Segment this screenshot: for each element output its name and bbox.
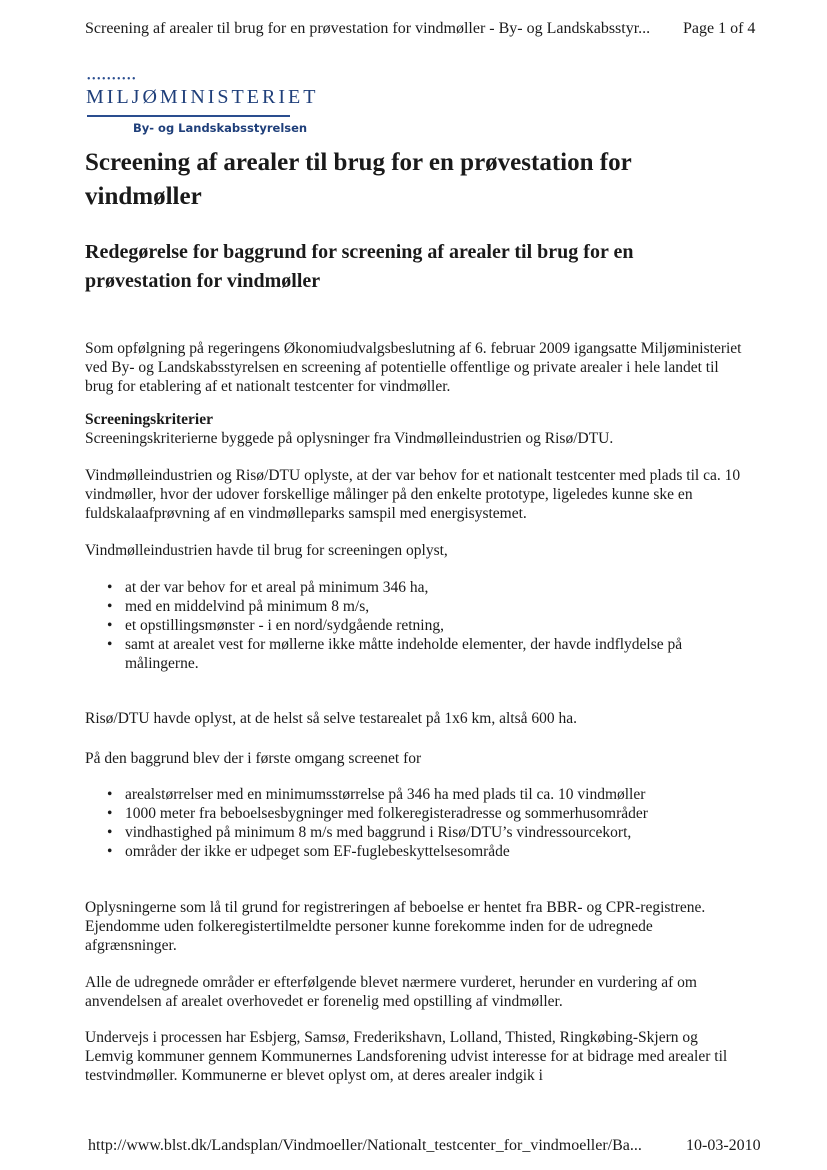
list-item: • 1000 meter fra beboelsesbygninger med folkeregisteradresse og sommerhusområder bbox=[107, 805, 648, 822]
list-item: • samt at arealet vest for møllerne ikke måtte indeholde elementer, der havde indflydelse på målingerne. bbox=[107, 636, 683, 672]
footer-url: http://www.blst.dk/Landsplan/Vindmoeller/Nationalt_testcenter_for_vindmoeller/Ba... bbox=[88, 1137, 642, 1154]
intro-paragraph: Som opfølgning på regeringens Økonomiudvalgsbeslutning af 6. februar 2009 igangsatte Miljøministeriet ved By- og Landskabsstyrelsen en screening af potentielle offentlige og private arealer i hele landet til brug for etablering af et nationalt testcenter for vindmøller. bbox=[85, 340, 742, 395]
industry-intro: Vindmølleindustrien havde til brug for screeningen oplyst, bbox=[85, 542, 448, 559]
list-item: • vindhastighed på minimum 8 m/s med baggrund i Risø/DTU’s vindressourcekort, bbox=[107, 824, 632, 841]
assessment-paragraph: Alle de udregnede områder er efterfølgende blevet nærmere vurderet, herunder en vurdering af om anvendelsen af arealet overhovedet er forenelig med opstilling af vindmøller. bbox=[85, 974, 697, 1010]
list-item: • at der var behov for et areal på minimum 346 ha, bbox=[107, 579, 429, 596]
logo-dots: •••••••••• bbox=[87, 74, 138, 85]
footer-date: 10-03-2010 bbox=[686, 1137, 761, 1154]
riso-paragraph: Risø/DTU havde oplyst, at de helst så selve testarealet på 1x6 km, altså 600 ha. bbox=[85, 710, 578, 727]
criteria-section bbox=[85, 410, 745, 448]
bullet-icon: • bbox=[107, 843, 113, 860]
logo-rule bbox=[87, 115, 290, 117]
bullet-icon: • bbox=[107, 786, 113, 803]
criteria-heading: Screeningskriterier bbox=[85, 411, 213, 428]
list-item: • et opstillingsmønster - i en nord/sydgående retning, bbox=[107, 617, 444, 634]
agency-name: By- og Landskabsstyrelsen bbox=[133, 121, 308, 135]
need-paragraph: Vindmølleindustrien og Risø/DTU oplyste, at der var behov for et nationalt testcenter med plads til ca. 10 vindmøller, hvor der udover forskellige målinger på den enkelte prototype, ligeledes kunne ske en fuldskalaafprøvning af en vindmølleparks samspil med energisystemet. bbox=[85, 467, 741, 522]
bullet-icon: • bbox=[107, 805, 113, 822]
list-item: • med en middelvind på minimum 8 m/s, bbox=[107, 598, 370, 615]
bullet-icon: • bbox=[107, 636, 113, 653]
criteria-text: Screeningskriterierne byggede på oplysninger fra Vindmølleindustrien og Risø/DTU. bbox=[85, 430, 614, 447]
basis-intro: På den baggrund blev der i første omgang screenet for bbox=[85, 750, 422, 767]
industry-bullet-list bbox=[85, 578, 745, 673]
page-title: Screening af arealer til brug for en prøvestation for vindmøller bbox=[85, 149, 632, 210]
bullet-icon: • bbox=[107, 598, 113, 615]
bullet-icon: • bbox=[107, 617, 113, 634]
municipalities-paragraph: Undervejs i processen har Esbjerg, Samsø, Frederikshavn, Lolland, Thisted, Ringkøbing-Skjern og Lemvig kommuner gennem Kommunernes Landsforening udvist interesse for at bidrage med arealer til testvindmøller. Kommunerne er blevet oplyst om, at deres arealer indgik i bbox=[85, 1029, 728, 1084]
ministry-logo-wordmark: MILJØMINISTERIET bbox=[86, 86, 319, 108]
list-item: • områder der ikke er udpeget som EF-fuglebeskyttelsesområde bbox=[107, 843, 510, 860]
list-item: • arealstørrelser med en minimumsstørrelse på 346 ha med plads til ca. 10 vindmøller bbox=[107, 786, 646, 803]
basis-bullet-list bbox=[85, 785, 745, 861]
bullet-icon: • bbox=[107, 824, 113, 841]
bullet-icon: • bbox=[107, 579, 113, 596]
page-subtitle: Redegørelse for baggrund for screening af arealer til brug for en prøvestation for vindmøller bbox=[85, 241, 634, 292]
registration-paragraph: Oplysningerne som lå til grund for registreringen af beboelse er hentet fra BBR- og CPR-registrene. Ejendomme uden folkeregistertilmeldte personer kunne forekomme inden for de udregnede afgrænsninger. bbox=[85, 899, 706, 954]
print-header-page-number: Page 1 of 4 bbox=[683, 20, 756, 37]
print-header-title: Screening af arealer til brug for en prøvestation for vindmøller - By- og Landskabsstyr... bbox=[85, 20, 651, 37]
